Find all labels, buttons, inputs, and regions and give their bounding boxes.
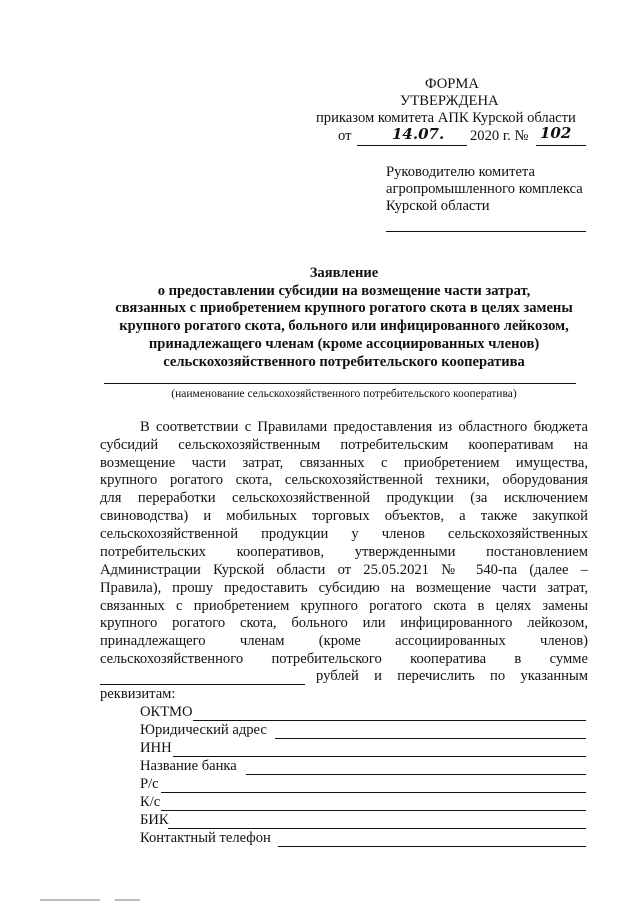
body-line-3: возмещение части затрат, связанных с приобретением имущества, <box>100 455 588 471</box>
title-line-5: сельскохозяйственного потребительского кооператива <box>163 354 525 370</box>
amount-blank-line <box>100 684 305 685</box>
approved-label: УТВЕРЖДЕНА <box>400 93 499 109</box>
requisite-oktmo-label: ОКТМО <box>140 704 193 720</box>
body-line-1: В соответствии с Правилами предоставления из областного бюджета <box>140 419 588 435</box>
requisite-address-label: Юридический адрес <box>140 722 267 738</box>
addressee-name-line <box>386 231 586 232</box>
body-line-5: для переработки сельскохозяйственной продукции (за исключением <box>100 490 588 506</box>
title-line-1: о предоставлении субсидии на возмещение части затрат, <box>157 283 531 299</box>
body-line-4: крупного рогатого скота, сельскохозяйственной техники, оборудования <box>100 472 588 488</box>
requisite-bank-label: Название банка <box>140 758 237 774</box>
form-label: ФОРМА <box>425 76 479 92</box>
body-line-10: Правила), прошу предоставить субсидию на возмещение части затрат, <box>100 580 588 596</box>
body-line-11: связанных с приобретением крупного рогатого скота в целях замены <box>100 598 588 614</box>
number-handwritten: 102 <box>540 124 572 142</box>
body-line-12: крупного рогатого скота, больного или инфицированного лейкозом, <box>100 615 588 631</box>
requisite-bik-line <box>168 828 586 829</box>
addressee-line-3: Курской области <box>386 198 490 214</box>
title-line-4: принадлежащего членам (кроме ассоциированных членов) <box>148 336 540 352</box>
requisite-phone-label: Контактный телефон <box>140 830 271 846</box>
title-heading: Заявление <box>309 265 379 281</box>
title-line-3: крупного рогатого скота, больного или инфицированного лейкозом, <box>119 318 569 334</box>
body-line-2: субсидий сельскохозяйственным потребительским кооперативам на <box>100 437 588 453</box>
body-line-9: Администрации Курской области от 25.05.2021 № 540-па (далее – <box>100 562 588 578</box>
body-line-7: сельскохозяйственной продукции у членов сельскохозяйственных <box>100 526 588 542</box>
scan-artifact <box>40 899 100 901</box>
amount-line-text: рублей и перечислить по указанным <box>316 668 588 684</box>
requisite-phone-line <box>278 846 586 847</box>
requisite-account-label: Р/с <box>140 776 159 792</box>
addressee-line-2: агропромышленного комплекса <box>386 181 583 197</box>
body-line-6: свиноводства) и мобильных торговых объектов, а также закупкой <box>100 508 588 524</box>
requisite-inn-label: ИНН <box>140 740 172 756</box>
cooperative-name-caption: (наименование сельскохозяйственного потребительского кооператива) <box>171 388 517 400</box>
title-line-2: связанных с приобретением крупного рогатого скота в целях замены <box>115 300 573 316</box>
date-underline <box>357 145 467 146</box>
body-line-14: сельскохозяйственного потребительского кооператива в сумме <box>100 651 588 667</box>
date-handwritten: 14.07. <box>392 125 445 143</box>
year-number-label: 2020 г. № <box>470 128 529 144</box>
body-line-13: принадлежащего членам (кроме ассоциированных членов) <box>100 633 588 649</box>
requisite-inn-line <box>173 756 586 757</box>
addressee-line-1: Руководителю комитета <box>386 164 535 180</box>
requisite-corr-account-label: К/с <box>140 794 161 810</box>
order-label: приказом комитета АПК Курской области <box>316 110 576 126</box>
scan-artifact <box>115 899 140 901</box>
requisite-bank-line <box>246 774 586 775</box>
requisite-account-line <box>161 792 586 793</box>
number-underline <box>536 145 586 146</box>
body-line-8: потребительских кооперативов, утвержденными постановлением <box>100 544 588 560</box>
requisite-bik-label: БИК <box>140 812 169 828</box>
date-prefix: от <box>338 128 352 144</box>
requisite-oktmo-line <box>193 720 586 721</box>
requisite-address-line <box>275 738 586 739</box>
requisites-label: реквизитам: <box>100 686 176 702</box>
cooperative-name-line <box>104 383 576 384</box>
requisite-corr-account-line <box>161 810 586 811</box>
